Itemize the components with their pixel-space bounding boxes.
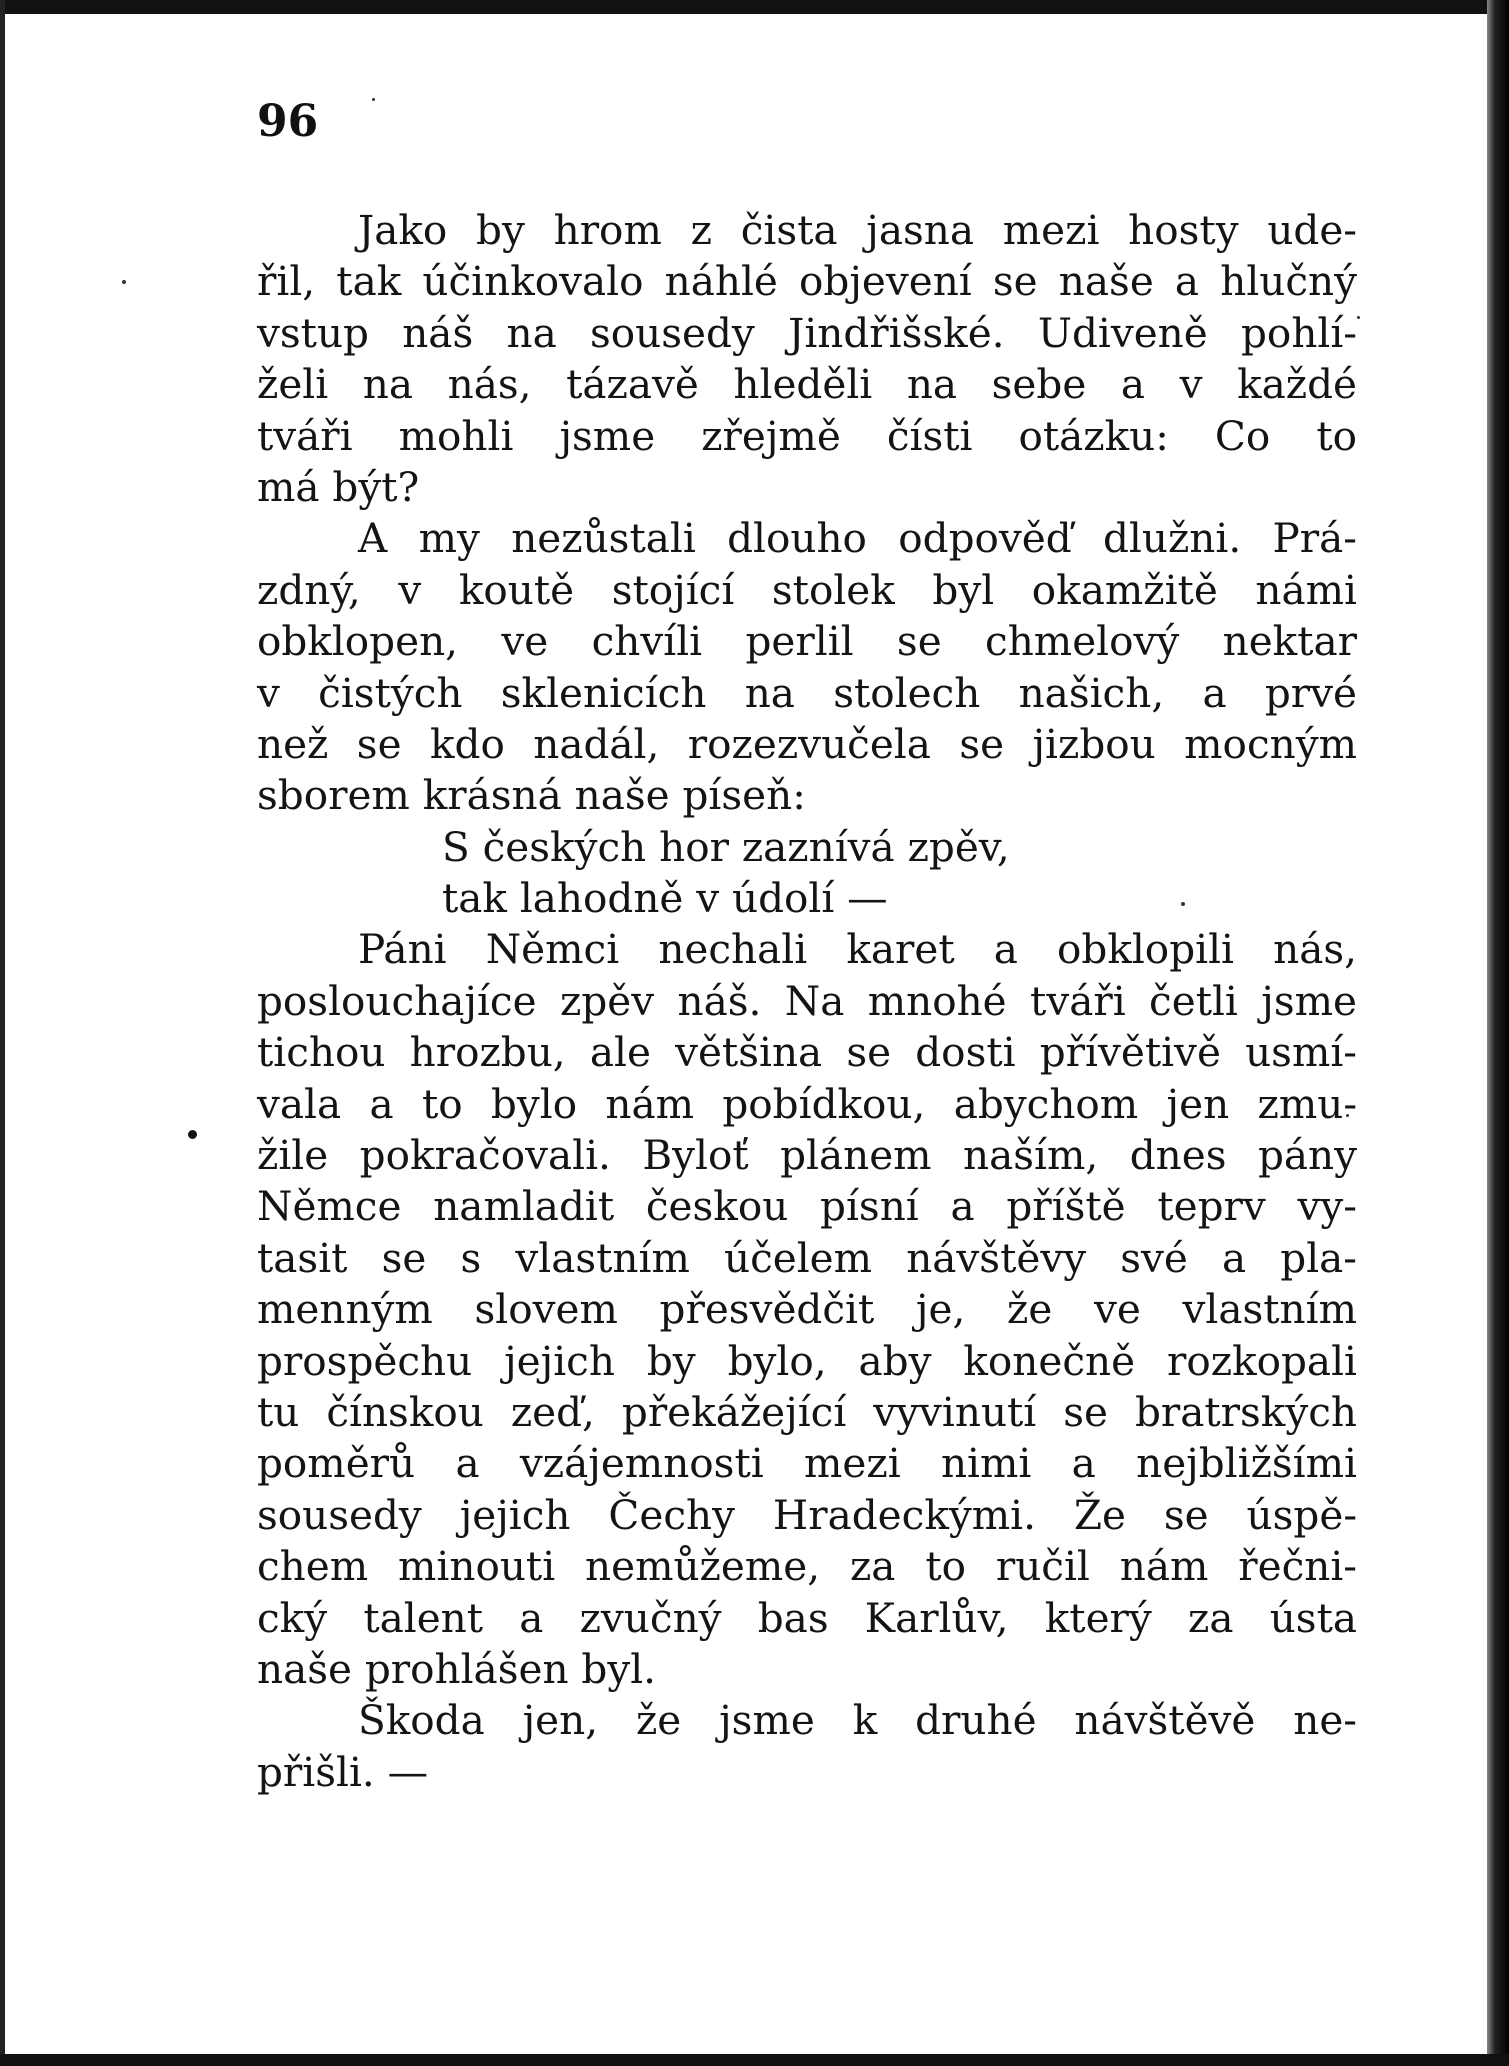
- text-line: tichou hrozbu, ale většina se dosti přívětivě usmí-: [257, 1028, 1357, 1077]
- scan-speck: [188, 1130, 197, 1139]
- text-line: v čistých sklenicích na stolech našich, a prvé: [257, 668, 1357, 717]
- text-line: poslouchajíce zpěv náš. Na mnohé tváři četli jsme: [257, 976, 1357, 1025]
- text-line: přišli. —: [257, 1747, 429, 1796]
- text-line: naše prohlášen byl.: [257, 1644, 657, 1693]
- text-line: Jako by hrom z čista jasna mezi hosty ude-: [358, 206, 1357, 254]
- text-line: řil, tak účinkovalo náhlé objevení se naše a hlučný: [257, 257, 1357, 306]
- text-line: než se kdo nadál, rozezvučela se jizbou mocným: [257, 719, 1357, 768]
- page-number: 96: [257, 96, 319, 147]
- text-line: vstup náš na sousedy Jindřišské. Udiveně pohlí-: [257, 308, 1357, 357]
- text-line: tváři mohli jsme zřejmě čísti otázku: Co to: [257, 411, 1357, 460]
- scan-border-top: [0, 0, 1509, 14]
- text-line: má být?: [257, 462, 420, 511]
- scan-speck: [372, 98, 375, 101]
- text-line: tasit se s vlastním účelem návštěvy své a pla-: [257, 1233, 1357, 1282]
- text-line: A my nezůstali dlouho odpověď dlužni. Prá-: [358, 514, 1357, 563]
- scan-border-right: [1487, 0, 1509, 2066]
- song-verse: [257, 822, 1357, 925]
- text-line: chem minouti nemůžeme, za to ručil nám řečni-: [257, 1542, 1357, 1591]
- text-line: Páni Němci nechali karet a obklopili nás,: [358, 925, 1357, 974]
- text-line: obklopen, ve chvíli perlil se chmelový nektar: [257, 617, 1357, 666]
- text-line: tu čínskou zeď, překážející vyvinutí se bratrských: [257, 1387, 1357, 1436]
- text-line: želi na nás, tázavě hleděli na sebe a v každé: [257, 360, 1357, 409]
- text-line: sborem krásná naše píseň:: [257, 771, 806, 820]
- verse-line: tak lahodně v údolí —: [442, 874, 888, 923]
- text-line: menným slovem přesvědčit je, že ve vlastním: [257, 1285, 1357, 1334]
- paragraph-3: [257, 924, 1357, 1695]
- text-line: žile pokračovali. Byloť plánem naším, dnes pány: [257, 1131, 1357, 1180]
- scan-speck: [1357, 316, 1360, 319]
- text-line: zdný, v koutě stojící stolek byl okamžitě námi: [257, 565, 1357, 614]
- page-text: [257, 205, 1357, 1798]
- verse-line: S českých hor zaznívá zpěv,: [442, 822, 1010, 871]
- text-line: cký talent a zvučný bas Karlův, který za ústa: [257, 1593, 1357, 1642]
- text-line: sousedy jejich Čechy Hradeckými. Že se úspě-: [257, 1490, 1357, 1539]
- paragraph-4: [257, 1695, 1357, 1798]
- text-line: Němce namladit českou písní a příště teprv vy-: [257, 1182, 1357, 1231]
- scan-speck: [122, 280, 126, 284]
- paragraph-2: [257, 513, 1357, 821]
- text-line: prospěchu jejich by bylo, aby konečně rozkopali: [257, 1336, 1357, 1385]
- scan-border-bottom: [0, 2054, 1509, 2066]
- paragraph-1: [257, 205, 1357, 513]
- scan-border-left: [0, 0, 5, 2066]
- text-line: vala a to bylo nám pobídkou, abychom jen zmu-: [257, 1079, 1357, 1128]
- text-line: poměrů a vzájemnosti mezi nimi a nejbližšími: [257, 1439, 1357, 1488]
- text-line: Škoda jen, že jsme k druhé návštěvě ne-: [358, 1696, 1357, 1745]
